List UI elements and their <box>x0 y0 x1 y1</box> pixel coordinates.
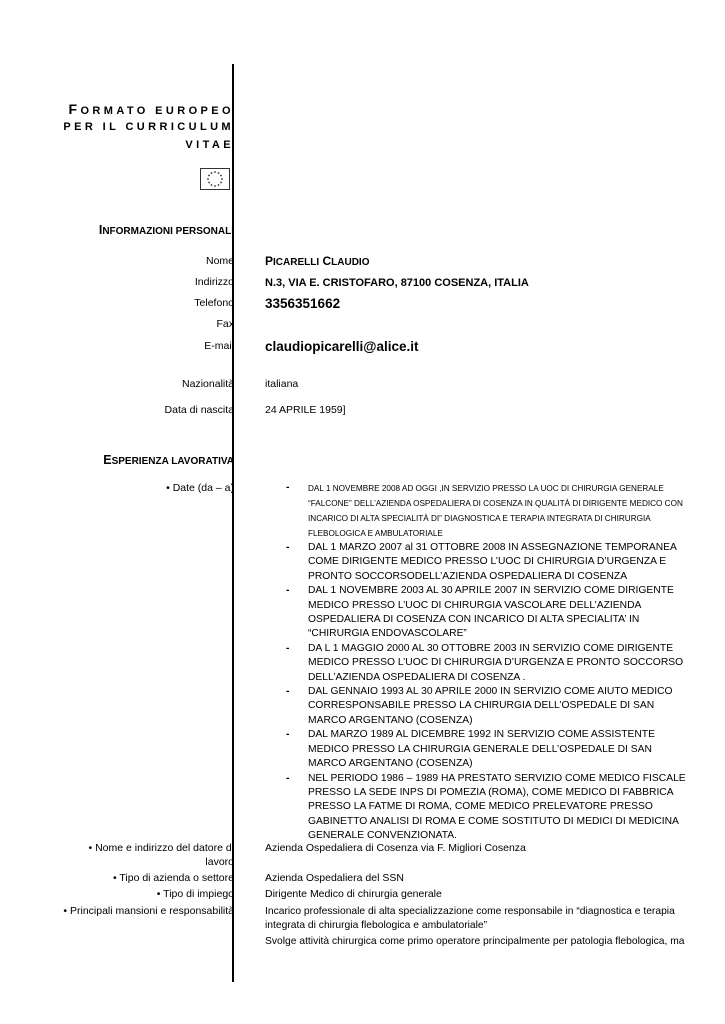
label-phone: Telefono <box>194 297 234 309</box>
personal-info-heading: INFORMAZIONI PERSONALI <box>98 223 234 237</box>
experience-list <box>286 481 691 844</box>
value-address: N.3, VIA E. CRISTOFARO, 87100 COSENZA, ITALIA <box>265 277 529 289</box>
value-birthdate: 24 APRILE 1959] <box>265 404 346 416</box>
list-item: - DAL MARZO 1989 AL DICEMBRE 1992 IN SERVIZIO COME ASSISTENTE MEDICO PRESSO LA CHIRURGIA GENERALE DELL’OSPEDALE DI SAN MARCO ARGENTANO (COSENZA) <box>286 729 655 770</box>
cv-title-line-1: FORMATO EUROPEO <box>68 101 234 117</box>
list-item: - DAL 1 NOVEMBRE 2003 AL 30 APRILE 2007 IN SERVIZIO COME DIRIGENTE MEDICO PRESSO L’UOC DI CHIRURGIA VASCOLARE DELL’AZIENDA OSPEDALIERA DI COSENZA CON INCARICO DI ALTA SPECIALITA’ IN “CHIRURGIA ENDOVASCOLARE” <box>286 585 674 640</box>
value-nationality: italiana <box>265 378 299 390</box>
value-employer: Azienda Ospedaliera di Cosenza via F. Migliori Cosenza <box>265 842 526 854</box>
cv-title-line-2: PER IL CURRICULUM <box>63 121 234 133</box>
value-duties: Incarico professionale di alta specializzazione come responsabile in “diagnostica e terapia integrata di chirurgia flebologica e ambulatoriale” <box>265 906 675 932</box>
label-fax: Fax <box>216 318 234 330</box>
value-job-type: Dirigente Medico di chirurgia generale <box>265 888 442 900</box>
label-job-type: • Tipo di impiego <box>156 888 234 900</box>
list-item: - DAL 1 NOVEMBRE 2008 AD OGGI ,IN SERVIZIO PRESSO LA UOC DI CHIRURGIA GENERALE “FALCONE” DELL’AZIENDA OSPEDALIERA DI COSENZA IN QUALITÀ DI DIRIGENTE MEDICO CON INCARICO DI ALTA SPECIALITÀ DI” DIAGNOSTICA E TERAPIA INTEGRATA DI CHIRURGIA FLEBOLOGICA E AMBULATORIALE <box>286 482 683 538</box>
value-email: claudiopicarelli@alice.it <box>265 339 419 354</box>
label-employer-cont: lavoro <box>205 856 234 868</box>
experience-heading: ESPERIENZA LAVORATIVA <box>103 453 234 467</box>
list-item: - NEL PERIODO 1986 – 1989 HA PRESTATO SERVIZIO COME MEDICO FISCALE PRESSO LA SEDE INPS DI POMEZIA (ROMA), COME MEDICO DI FABBRICA PRESSO LA FATME DI ROMA, COME MEDICO PRELEVATORE PRESSO GABINETTO ANALISI DI ROMA E COME SOSTITUTO DI MEDICI DI MEDICINA GENERALE CONVENZIONATA. <box>286 772 686 842</box>
label-email: E-mail <box>204 340 234 352</box>
list-item: - DAL GENNAIO 1993 AL 30 APRILE 2000 IN SERVIZIO COME AIUTO MEDICO CORRESPONSABILE PRESSO LA CHIRURGIA DELL’OSPEDALE DI SAN MARCO ARGENTANO (COSENZA) <box>286 686 673 726</box>
label-nationality: Nazionalità <box>182 378 234 390</box>
label-dates: • Date (da – a) <box>166 482 234 494</box>
list-item: - DAL 1 MARZO 2007 al 31 OTTOBRE 2008 IN ASSEGNAZIONE TEMPORANEA COME DIRIGENTE MEDICO PRESSO L’UOC DI CHIRURGIA D’URGENZA E PRONTO SOCCORSODELL’AZIENDA OSPEDALIERA DI COSENZA <box>286 542 677 582</box>
label-employer: • Nome e indirizzo del datore di <box>88 842 234 854</box>
value-phone: 3356351662 <box>265 296 341 311</box>
value-name: PICARELLI CLAUDIO <box>265 254 370 268</box>
label-birthdate: Data di nascita <box>164 404 234 416</box>
list-item: - DA L 1 MAGGIO 2000 AL 30 OTTOBRE 2003 IN SERVIZIO COME DIRIGENTE MEDICO PRESSO L’UOC DI CHIRURGIA D’URGENZA E PRONTO SOCCORSO DELL’AZIENDA OSPEDALIERA DI COSENZA . <box>286 642 684 683</box>
value-sector: Azienda Ospedaliera del SSN <box>265 872 404 884</box>
value-duties-cont: Svolge attività chirurgica come primo operatore principalmente per patologia flebologica, ma <box>265 936 685 947</box>
eu-flag-icon <box>200 168 230 190</box>
label-sector: • Tipo di azienda o settore <box>112 872 234 884</box>
label-name: Nome <box>205 255 234 267</box>
label-duties: • Principali mansioni e responsabilità <box>63 905 234 917</box>
cv-title-line-3: VITAE <box>185 139 234 151</box>
label-address: Indirizzo <box>194 276 234 288</box>
